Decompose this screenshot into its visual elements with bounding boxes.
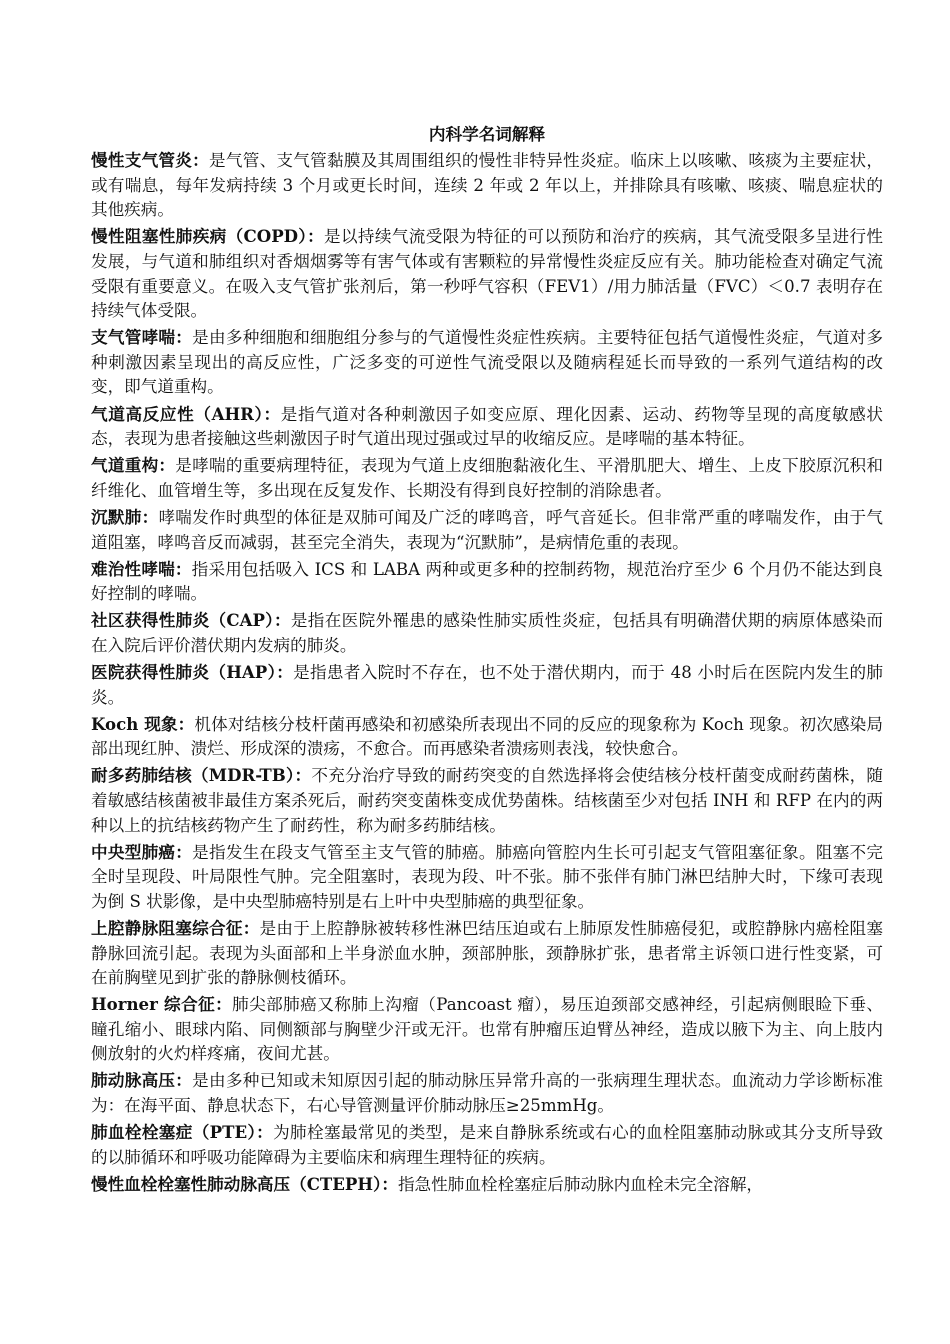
entry-term: 耐多药肺结核（MDR-TB）： [91,765,312,786]
document-title: 内科学名词解释 [428,124,546,144]
glossary-entry [91,147,883,223]
glossary-entry [91,452,883,504]
entry-term: 气道高反应性（AHR）： [91,403,281,424]
entry-definition: 是哮喘的重要病理特征，表现为气道上皮细胞黏液化生、平滑肌肥大、增生、上皮下胶原沉积和纤维化、血管增生等，多出现在反复发作、长期没有得到良好控制的消除患者。 [91,456,884,500]
entry-term: 难治性哮喘： [91,558,192,579]
glossary-entry [91,555,883,607]
glossary-entry [91,658,883,710]
glossary-entry [91,1067,883,1119]
glossary-entry [91,503,883,555]
glossary-entry [91,400,883,452]
entry-term: Horner 综合征： [91,994,233,1015]
entry-definition: 指急性肺血栓栓塞症后肺动脉内血栓未完全溶解， [397,1174,764,1194]
entry-definition: 哮喘发作时典型的体征是双肺可闻及广泛的哮鸣音，呼气音延长。但非常严重的哮喘发作，由于气道阻塞，哮鸣音反而减弱，甚至完全消失，表现为“沉默肺”，是病情危重的表现。 [91,507,884,552]
entry-definition: 是以持续气流受限为特征的可以预防和治疗的疾病，其气流受限多呈进行性发展，与气道和肺组织对香烟烟雾等有害气体或有害颗粒的异常慢性炎症反应有关。肺功能检查对确定气流受限有重要意义。在吸入支气管扩张剂后，第一秒呼气容积（FEV1）/用力肺活量（FVC）＜0.7 表明存在持续气体受限。 [91,227,883,321]
entry-definition: 是气管、支气管黏膜及其周围组织的慢性非特异性炎症。临床上以咳嗽、咳痰为主要症状，或有喘息，每年发病持续 3 个月或更长时间，连续 2 年或 2 年以上，并排除具有咳嗽、咳痰、喘息症状的其他疾病。 [91,151,884,220]
entry-definition: 肺尖部肺癌又称肺上沟瘤（Pancoast 瘤），易压迫颈部交感神经，引起病侧眼睑下垂、瞳孔缩小、眼球内陷、同侧额部与胸壁少汗或无汗。也常有肿瘤压迫臂丛神经，造成以腋下为主、向上肢内侧放射的火灼样疼痛，夜间尤甚。 [91,995,883,1064]
entry-definition: 是指气道对各种刺激因子如变应原、理化因素、运动、药物等呈现的高度敏感状态，表现为患者接触这些刺激因子时气道出现过强或过早的收缩反应。是哮喘的基本特征。 [91,404,884,449]
entry-term: 肺血栓栓塞症（PTE）： [91,1122,274,1143]
document-page [91,122,883,1197]
glossary-entry [91,1119,883,1171]
glossary-entry [91,762,883,838]
glossary-entry [91,1170,883,1197]
entry-definition: 机体对结核分枝杆菌再感染和初感染所表现出不同的反应的现象称为 Koch 现象。初次感染局部出现红肿、溃烂、形成深的溃疡，不愈合。而再感染者溃疡则表浅，较快愈合。 [91,714,883,759]
entry-term: 支气管哮喘： [91,327,193,348]
glossary-entry [91,991,883,1067]
glossary-entry [91,607,883,659]
glossary-entry [91,223,883,324]
entry-term: 慢性阻塞性肺疾病（COPD）： [91,226,325,247]
glossary-entry [91,324,883,400]
glossary-entry [91,914,883,990]
glossary-list [91,147,883,1198]
entry-definition: 是由多种细胞和细胞组分参与的气道慢性炎症性疾病。主要特征包括气道慢性炎症，气道对多种刺激因素呈现出的高反应性，广泛多变的可逆性气流受限以及随病程延长而导致的一系列气道结构的改变，即气道重构。 [91,328,883,397]
entry-term: Koch 现象： [91,713,195,734]
entry-definition: 为肺栓塞最常见的类型，是来自静脉系统或右心的血栓阻塞肺动脉或其分支所导致的以肺循环和呼吸功能障碍为主要临床和病理生理特征的疾病。 [91,1123,883,1167]
entry-definition: 不充分治疗导致的耐药突变的自然选择将会使结核分枝杆菌变成耐药菌株，随着敏感结核菌被非最佳方案杀死后，耐药突变菌株变成优势菌株。结核菌至少对包括 INH 和 RFP 在内的两种以上的抗结核药物产生了耐药性，称为耐多药肺结核。 [91,766,884,835]
entry-definition: 指采用包括吸入 ICS 和 LABA 两种或更多种的控制药物，规范治疗至少 6 个月仍不能达到良好控制的哮喘。 [91,559,883,604]
glossary-entry [91,710,883,762]
entry-definition: 是由于上腔静脉被转移性淋巴结压迫或右上肺原发性肺癌侵犯，或腔静脉内癌栓阻塞静脉回流引起。表现为头面部和上半身淤血水肿，颈部肿胀，颈静脉扩张，患者常主诉领口进行性变紧，可在前胸壁见到扩张的静脉侧枝循环。 [91,918,884,988]
entry-definition: 是指在医院外罹患的感染性肺实质性炎症，包括具有明确潜伏期的病原体感染而在入院后评价潜伏期内发病的肺炎。 [91,611,883,655]
entry-definition: 是指发生在段支气管至主支气管的肺癌。肺癌向管腔内生长可引起支气管阻塞征象。阻塞不完全时呈现段、叶局限性气肿。完全阻塞时，表现为段、叶不张。肺不张伴有肺门淋巴结肿大时，下缘可表现为倒 S 状影像，是中央型肺癌特别是右上叶中央型肺癌的典型征象。 [91,842,883,911]
entry-term: 肺动脉高压： [91,1070,193,1091]
entry-term: 中央型肺癌： [91,841,193,862]
entry-definition: 是指患者入院时不存在，也不处于潜伏期内，而于 48 小时后在医院内发生的肺炎。 [91,662,883,707]
entry-term: 上腔静脉阻塞综合征： [91,917,260,938]
entry-term: 医院获得性肺炎（HAP）： [91,661,294,682]
glossary-entry [91,838,883,914]
entry-definition: 是由多种已知或未知原因引起的肺动脉压异常升高的一张病理生理状态。血流动力学诊断标准为：在海平面、静息状态下，右心导管测量评价肺动脉压≥25mmHg。 [91,1071,883,1116]
entry-term: 气道重构： [91,455,176,476]
entry-term: 社区获得性肺炎（CAP）： [91,610,291,631]
entry-term: 慢性血栓栓塞性肺动脉高压（CTEPH）： [91,1173,398,1194]
entry-term: 沉默肺： [91,506,159,527]
entry-term: 慢性支气管炎： [91,150,209,171]
